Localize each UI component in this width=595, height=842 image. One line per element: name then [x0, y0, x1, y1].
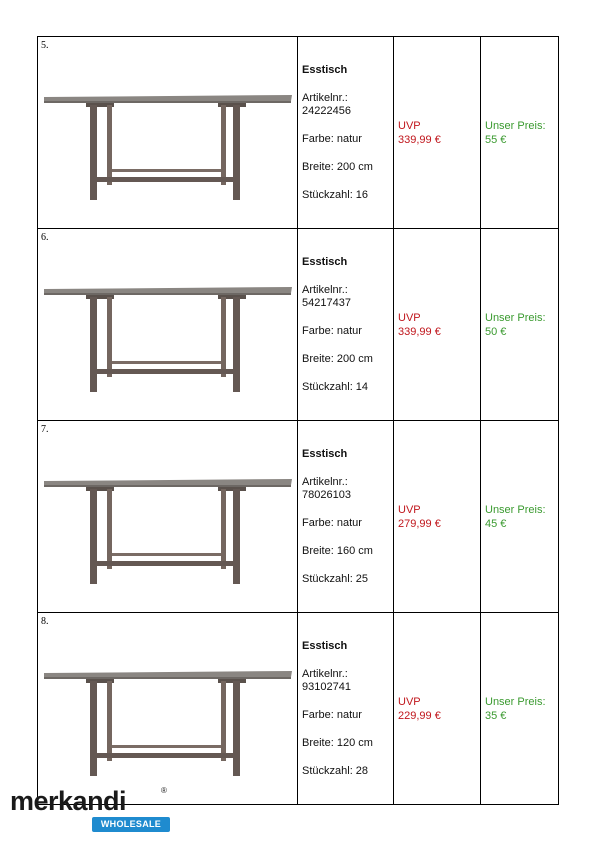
uvp-price: 339,99 €	[398, 133, 441, 146]
our-price-cell	[481, 421, 559, 613]
table-top-edge	[44, 101, 291, 103]
row-number: 8.	[41, 616, 49, 627]
product-quantity: Stückzahl: 25	[302, 572, 369, 585]
product-image-cell	[38, 37, 298, 229]
our-price: 35 €	[485, 709, 507, 722]
our-price: 55 €	[485, 133, 507, 146]
our-price-label: Unser Preis:	[485, 695, 546, 708]
article-number: Artikelnr.: 24222456	[302, 91, 351, 117]
product-table	[37, 36, 559, 805]
table-leg	[221, 105, 226, 185]
uvp-cell	[394, 37, 481, 229]
table-top	[44, 479, 292, 486]
logo-wordmark: merkandi	[10, 786, 127, 816]
product-row	[38, 37, 559, 229]
uvp-price: 229,99 €	[398, 709, 441, 722]
our-price-cell	[481, 613, 559, 805]
row-number: 7.	[41, 424, 49, 435]
product-color: Farbe: natur	[302, 516, 362, 529]
table-leg	[233, 297, 240, 392]
product-width: Breite: 160 cm	[302, 544, 373, 557]
table-stretcher	[97, 753, 233, 758]
product-quantity: Stückzahl: 14	[302, 380, 369, 393]
dining-table-image	[40, 461, 295, 611]
product-description-cell	[298, 613, 394, 805]
product-title: Esstisch	[302, 63, 348, 76]
product-quantity: Stückzahl: 28	[302, 764, 369, 777]
table-leg	[221, 297, 226, 377]
product-color: Farbe: natur	[302, 708, 362, 721]
table-top-edge	[44, 677, 291, 679]
table-leg	[221, 681, 226, 761]
product-image-cell	[38, 421, 298, 613]
our-price: 45 €	[485, 517, 507, 530]
product-description-cell	[298, 229, 394, 421]
row-number: 6.	[41, 232, 49, 243]
uvp-cell	[394, 229, 481, 421]
our-price-label: Unser Preis:	[485, 119, 546, 132]
dining-table-image	[40, 269, 295, 419]
article-number: Artikelnr.: 93102741	[302, 667, 351, 693]
product-title: Esstisch	[302, 639, 348, 652]
product-image-cell	[38, 229, 298, 421]
our-price: 50 €	[485, 325, 507, 338]
product-quantity: Stückzahl: 16	[302, 188, 369, 201]
registered-mark: ®	[161, 786, 167, 795]
uvp-label: UVP	[398, 311, 421, 324]
product-title: Esstisch	[302, 255, 348, 268]
merkandi-logo	[10, 786, 180, 834]
uvp-label: UVP	[398, 119, 421, 132]
table-leg	[90, 681, 97, 776]
table-leg	[107, 489, 112, 569]
table-stretcher	[97, 369, 233, 374]
uvp-label: UVP	[398, 695, 421, 708]
uvp-cell	[394, 613, 481, 805]
logo-wholesale-badge: WHOLESALE	[92, 817, 170, 832]
table-leg	[90, 489, 97, 584]
product-row	[38, 229, 559, 421]
product-row	[38, 421, 559, 613]
product-row	[38, 613, 559, 805]
table-leg	[107, 297, 112, 377]
product-description-cell	[298, 37, 394, 229]
table-top	[44, 95, 292, 102]
table-stretcher	[97, 561, 233, 566]
dining-table-image	[40, 77, 295, 227]
table-leg	[90, 297, 97, 392]
product-title: Esstisch	[302, 447, 348, 460]
uvp-price: 279,99 €	[398, 517, 441, 530]
table-top-edge	[44, 485, 291, 487]
table-stretcher	[97, 177, 233, 182]
table-top-edge	[44, 293, 291, 295]
uvp-price: 339,99 €	[398, 325, 441, 338]
our-price-label: Unser Preis:	[485, 503, 546, 516]
our-price-cell	[481, 37, 559, 229]
table-top	[44, 287, 292, 294]
product-width: Breite: 200 cm	[302, 160, 373, 173]
table-leg	[107, 681, 112, 761]
article-number: Artikelnr.: 54217437	[302, 283, 351, 309]
our-price-cell	[481, 229, 559, 421]
row-number: 5.	[41, 40, 49, 51]
product-width: Breite: 120 cm	[302, 736, 373, 749]
table-leg	[233, 105, 240, 200]
table-top	[44, 671, 292, 678]
dining-table-image	[40, 653, 295, 803]
product-color: Farbe: natur	[302, 324, 362, 337]
product-description-cell	[298, 421, 394, 613]
table-leg	[90, 105, 97, 200]
product-image-cell	[38, 613, 298, 805]
article-number: Artikelnr.: 78026103	[302, 475, 351, 501]
table-leg	[107, 105, 112, 185]
table-leg	[221, 489, 226, 569]
product-width: Breite: 200 cm	[302, 352, 373, 365]
uvp-cell	[394, 421, 481, 613]
table-leg	[233, 681, 240, 776]
table-leg	[233, 489, 240, 584]
our-price-label: Unser Preis:	[485, 311, 546, 324]
product-color: Farbe: natur	[302, 132, 362, 145]
uvp-label: UVP	[398, 503, 421, 516]
